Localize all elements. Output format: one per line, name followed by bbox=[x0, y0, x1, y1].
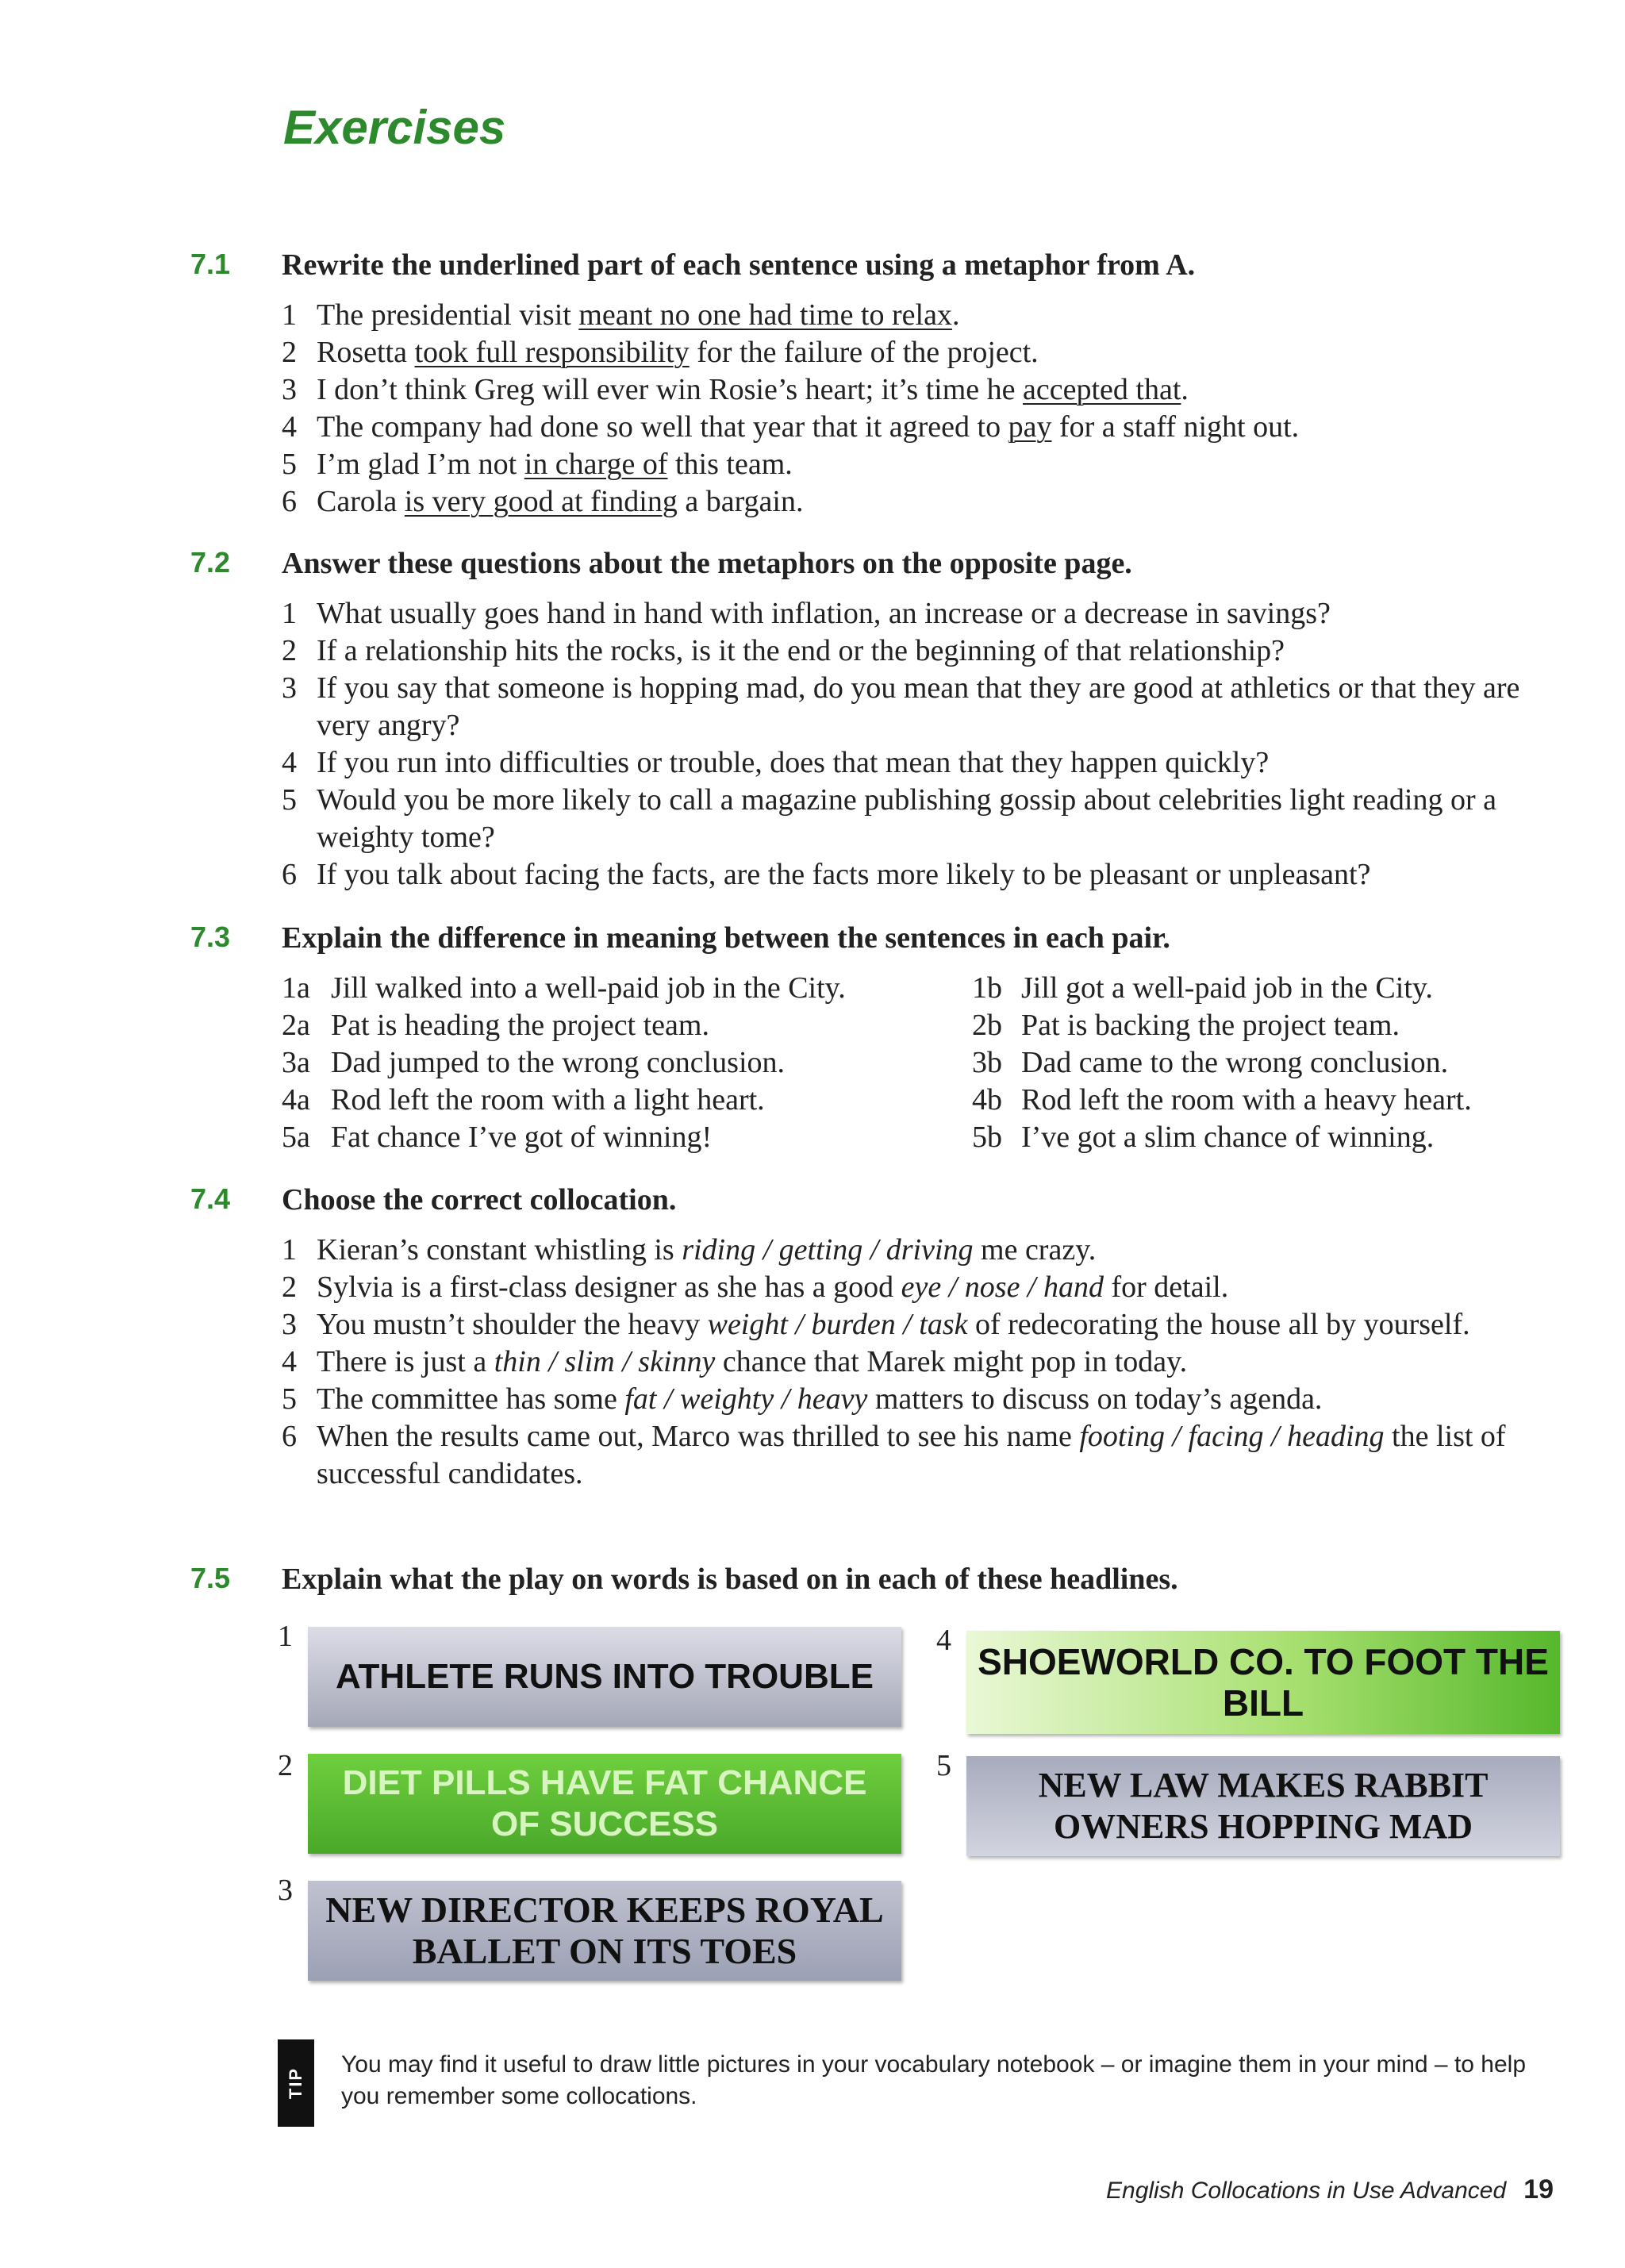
exercise-items bbox=[282, 595, 1535, 894]
list-item bbox=[282, 856, 1535, 894]
exercise-items bbox=[282, 1232, 1535, 1493]
item-number: 6 bbox=[282, 858, 297, 891]
exercise-instruction: Choose the correct collocation. bbox=[282, 1183, 677, 1217]
list-item bbox=[282, 632, 1535, 670]
headline-text: ATHLETE RUNS INTO TROUBLE bbox=[336, 1657, 874, 1696]
exercise-items bbox=[282, 297, 1625, 521]
sentence-pair bbox=[282, 1082, 1625, 1119]
page-number: 19 bbox=[1523, 2174, 1554, 2205]
item-text: The presidential visit bbox=[317, 298, 579, 332]
item-number: 2 bbox=[282, 634, 297, 667]
item-number: 5a bbox=[282, 1121, 310, 1154]
underlined-text: pay bbox=[1008, 410, 1052, 444]
headline-text: NEW LAW MAKES RABBIT OWNERS HOPPING MAD bbox=[1038, 1766, 1489, 1846]
exercise-number: 7.2 bbox=[190, 546, 231, 579]
sentence-pair bbox=[282, 970, 1625, 1007]
item-text: If you say that someone is hopping mad, do you mean that they are good at athletics or that they are very angry? bbox=[317, 671, 1520, 742]
page-title: Exercises bbox=[283, 101, 506, 154]
item-number: 2b bbox=[972, 1009, 1002, 1042]
item-text: . bbox=[951, 298, 960, 332]
item-text: Rosetta bbox=[317, 336, 415, 369]
item-text: the list of successful candidates. bbox=[317, 1420, 1506, 1490]
item-number: 4b bbox=[972, 1083, 1002, 1117]
sentence-pair bbox=[282, 1044, 1625, 1082]
item-number: 2 bbox=[282, 336, 297, 369]
exercise-number: 7.4 bbox=[190, 1182, 231, 1215]
collocation-options: fat / weighty / heavy bbox=[624, 1382, 868, 1416]
exercise-number: 7.1 bbox=[190, 248, 231, 280]
item-number: 1 bbox=[282, 298, 297, 332]
item-number: 5 bbox=[282, 448, 297, 481]
item-text: I don’t think Greg will ever win Rosie’s heart; it’s time he bbox=[317, 373, 1024, 406]
sentence-pairs bbox=[282, 970, 1625, 1156]
list-item bbox=[282, 371, 1625, 409]
item-text: Carola bbox=[317, 485, 405, 518]
item-number: 1 bbox=[282, 1233, 297, 1267]
headline-number: 1 bbox=[278, 1620, 293, 1653]
item-text: . bbox=[1181, 373, 1189, 406]
sentence-a: Fat chance I’ve got of winning! bbox=[331, 1121, 713, 1154]
collocation-options: riding / getting / driving bbox=[682, 1233, 974, 1267]
list-item bbox=[282, 1232, 1535, 1269]
exercise-number: 7.3 bbox=[190, 921, 231, 953]
sentence-b: Jill got a well-paid job in the City. bbox=[1021, 971, 1433, 1005]
item-text: for detail. bbox=[1104, 1270, 1229, 1304]
item-text: You mustn’t shoulder the heavy bbox=[317, 1308, 708, 1341]
item-number: 5 bbox=[282, 1382, 297, 1416]
underlined-text: meant no one had time to relax bbox=[578, 298, 952, 332]
headline-card-1 bbox=[308, 1627, 901, 1727]
collocation-options: footing / facing / heading bbox=[1079, 1420, 1385, 1453]
sentence-pair bbox=[282, 1007, 1625, 1044]
page-footer bbox=[1106, 2174, 1554, 2205]
tip-label bbox=[278, 2039, 314, 2127]
headline-number: 2 bbox=[278, 1749, 293, 1782]
list-item bbox=[282, 595, 1535, 632]
list-item bbox=[282, 782, 1535, 856]
tip-text: You may find it useful to draw little pictures in your vocabulary notebook – or imagine them in your mind – to help you remember some collocations. bbox=[341, 2051, 1527, 2109]
exercise-instruction: Explain what the play on words is based on in each of these headlines. bbox=[282, 1563, 1178, 1596]
item-number: 4 bbox=[282, 746, 297, 779]
item-number: 3 bbox=[282, 671, 297, 705]
collocation-options: weight / burden / task bbox=[707, 1308, 968, 1341]
list-item bbox=[282, 1269, 1535, 1306]
item-text: a bargain. bbox=[677, 485, 804, 518]
sentence-a: Rod left the room with a light heart. bbox=[331, 1083, 765, 1117]
underlined-text: is very good at finding bbox=[404, 485, 678, 518]
exercise-number: 7.5 bbox=[190, 1562, 231, 1594]
sentence-a: Jill walked into a well-paid job in the City. bbox=[331, 971, 846, 1005]
item-text: The committee has some bbox=[317, 1382, 625, 1416]
sentence-b: Dad came to the wrong conclusion. bbox=[1021, 1046, 1449, 1079]
headline-number: 4 bbox=[936, 1624, 951, 1657]
item-text: There is just a bbox=[317, 1345, 494, 1378]
item-number: 3 bbox=[282, 1308, 297, 1341]
item-text: this team. bbox=[667, 448, 793, 481]
item-text: matters to discuss on today’s agenda. bbox=[867, 1382, 1323, 1416]
item-number: 6 bbox=[282, 485, 297, 518]
item-text: When the results came out, Marco was thrilled to see his name bbox=[317, 1420, 1080, 1453]
headline-text: DIET PILLS HAVE FAT CHANCE OF SUCCESS bbox=[342, 1763, 867, 1843]
list-item bbox=[282, 1418, 1535, 1493]
collocation-options: thin / slim / skinny bbox=[494, 1345, 716, 1378]
sentence-b: Pat is backing the project team. bbox=[1021, 1009, 1400, 1042]
headline-card-3 bbox=[308, 1881, 901, 1981]
item-text: Sylvia is a first-class designer as she has a good bbox=[317, 1270, 901, 1304]
item-text: for the failure of the project. bbox=[689, 336, 1039, 369]
item-text: What usually goes hand in hand with inflation, an increase or a decrease in savings? bbox=[317, 597, 1331, 630]
item-number: 4a bbox=[282, 1083, 310, 1117]
item-number: 5b bbox=[972, 1121, 1002, 1154]
list-item bbox=[282, 1306, 1535, 1344]
list-item bbox=[282, 483, 1625, 521]
book-title: English Collocations in Use Advanced bbox=[1106, 2178, 1507, 2204]
item-text: Would you be more likely to call a magazine publishing gossip about celebrities light reading or a weighty tome? bbox=[317, 783, 1497, 854]
list-item bbox=[282, 409, 1625, 446]
item-text: of redecorating the house all by yourself. bbox=[967, 1308, 1470, 1341]
headline-text: NEW DIRECTOR KEEPS ROYAL BALLET ON ITS TOES bbox=[325, 1889, 884, 1971]
item-text: If you talk about facing the facts, are the facts more likely to be pleasant or unpleasant? bbox=[317, 858, 1371, 891]
list-item bbox=[282, 334, 1625, 371]
headline-text: SHOEWORLD CO. TO FOOT THE BILL bbox=[978, 1641, 1549, 1724]
exercise-instruction: Explain the difference in meaning between the sentences in each pair. bbox=[282, 921, 1170, 955]
list-item bbox=[282, 297, 1625, 334]
list-item bbox=[282, 446, 1625, 483]
headline-card-5 bbox=[966, 1756, 1560, 1856]
underlined-text: took full responsibility bbox=[414, 336, 690, 369]
item-text: me crazy. bbox=[973, 1233, 1097, 1267]
item-number: 5 bbox=[282, 783, 297, 817]
item-number: 3a bbox=[282, 1046, 310, 1079]
item-number: 1b bbox=[972, 971, 1002, 1005]
item-number: 1 bbox=[282, 597, 297, 630]
sentence-a: Dad jumped to the wrong conclusion. bbox=[331, 1046, 786, 1079]
exercise-instruction: Answer these questions about the metaphors on the opposite page. bbox=[282, 547, 1132, 580]
list-item bbox=[282, 744, 1535, 782]
item-number: 4 bbox=[282, 410, 297, 444]
collocation-options: eye / nose / hand bbox=[901, 1270, 1104, 1304]
tip-label-text: TIP bbox=[285, 2066, 305, 2100]
item-text: If a relationship hits the rocks, is it the end or the beginning of that relationship? bbox=[317, 634, 1285, 667]
list-item bbox=[282, 1381, 1535, 1418]
item-text: for a staff night out. bbox=[1051, 410, 1300, 444]
sentence-a: Pat is heading the project team. bbox=[331, 1009, 709, 1042]
item-number: 4 bbox=[282, 1345, 297, 1378]
item-text: Kieran’s constant whistling is bbox=[317, 1233, 682, 1267]
item-number: 3 bbox=[282, 373, 297, 406]
item-number: 2a bbox=[282, 1009, 310, 1042]
sentence-b: I’ve got a slim chance of winning. bbox=[1021, 1121, 1435, 1154]
headline-card-2 bbox=[308, 1754, 901, 1854]
underlined-text: accepted that bbox=[1023, 373, 1181, 406]
item-number: 3b bbox=[972, 1046, 1002, 1079]
list-item bbox=[282, 1344, 1535, 1381]
headline-card-4 bbox=[966, 1631, 1560, 1734]
sentence-b: Rod left the room with a heavy heart. bbox=[1021, 1083, 1472, 1117]
headline-number: 5 bbox=[936, 1749, 951, 1782]
underlined-text: in charge of bbox=[524, 448, 668, 481]
item-text: The company had done so well that year that it agreed to bbox=[317, 410, 1008, 444]
item-number: 6 bbox=[282, 1420, 297, 1453]
item-text: I’m glad I’m not bbox=[317, 448, 524, 481]
exercise-instruction: Rewrite the underlined part of each sentence using a metaphor from A. bbox=[282, 248, 1196, 282]
item-number: 2 bbox=[282, 1270, 297, 1304]
item-text: chance that Marek might pop in today. bbox=[715, 1345, 1188, 1378]
list-item bbox=[282, 670, 1535, 744]
sentence-pair bbox=[282, 1119, 1625, 1156]
headline-number: 3 bbox=[278, 1874, 293, 1907]
item-number: 1a bbox=[282, 971, 310, 1005]
item-text: If you run into difficulties or trouble, does that mean that they happen quickly? bbox=[317, 746, 1270, 779]
